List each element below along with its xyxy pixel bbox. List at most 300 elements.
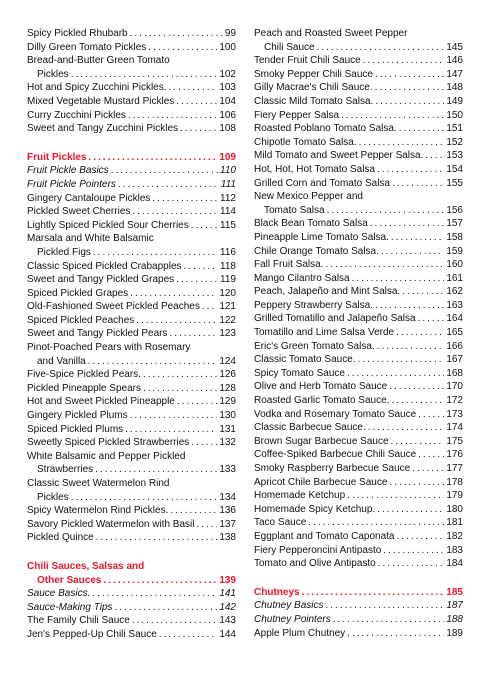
toc-entry-line [254,122,463,136]
toc-entry-line [254,489,463,503]
toc-entry-line [27,192,236,206]
section-gap [27,136,236,151]
toc-entry[interactable] [254,231,463,245]
toc-page-number: 128 [219,382,236,394]
toc-entry-title: Eggplant and Tomato Caponata [254,530,395,542]
toc-entry[interactable] [254,340,463,354]
toc-entry-line [27,477,236,491]
toc-page-number: 167 [446,354,463,366]
toc-entry-line [254,299,463,313]
toc-entry-title: Five-Spice Pickled Pears. [27,369,141,381]
toc-entry[interactable] [254,530,463,544]
toc-entry-title: Mango Cilantro Salsa [254,272,350,284]
toc-entry-line [254,163,463,177]
toc-entry[interactable] [27,41,236,55]
toc-entry[interactable] [27,260,236,274]
toc-entry-title: Apple Plum Chutney [254,627,346,639]
toc-entry-title: Taco Sauce [254,517,307,529]
toc-page-number: 153 [446,150,463,162]
toc-entry-line [27,300,236,314]
toc-entry-title: Apricot Chile Barbecue Sauce [254,476,388,488]
toc-entry-title: Grilled Corn and Tomato Salsa [254,177,390,189]
toc-entry[interactable] [27,477,236,504]
leader-dots [196,518,217,532]
toc-entry-title: Tender Fruit Chili Sauce [254,55,361,67]
toc-entry-line [27,109,236,123]
toc-entry[interactable] [27,628,236,642]
toc-entry[interactable] [27,395,236,409]
toc-page-number: 109 [219,151,236,163]
toc-entry[interactable] [27,382,236,396]
toc-entry-line [27,491,236,505]
toc-entry[interactable] [254,136,463,150]
toc-entry-line [27,68,236,82]
leader-dots [341,109,444,123]
leader-dots [418,408,444,422]
toc-section-heading[interactable] [254,586,463,600]
toc-entry[interactable] [27,300,236,314]
toc-entry-title: Sauce Basics. [27,588,91,600]
toc-entry-title: Chutneys [254,586,300,598]
toc-entry[interactable] [27,518,236,532]
toc-entry[interactable] [254,163,463,177]
toc-entry-title: Grilled Tomatillo and Jalapeño Salsa [254,313,416,325]
toc-page-number: 137 [219,518,236,530]
toc-entry[interactable] [254,489,463,503]
toc-entry[interactable] [27,192,236,206]
toc-entry[interactable] [254,272,463,286]
toc-entry-line [27,260,236,274]
toc-entry-title: Gingery Pickled Plums [27,410,128,422]
toc-entry-title: Fruit Pickles [27,151,87,163]
toc-entry-line [27,409,236,423]
toc-entry-title: Hot and Spicy Zucchini Pickles. [27,82,167,94]
toc-entry-line [27,27,236,41]
toc-page-number: 188 [446,613,463,625]
toc-entry[interactable] [27,450,236,477]
toc-entry-line [27,463,236,477]
toc-entry-line [27,518,236,532]
toc-entry-title: Savory Pickled Watermelon with Basil [27,518,195,530]
toc-entry-title: Classic Sweet Watermelon Rind [27,478,170,489]
toc-entry-title: Sweet and Tangy Pickled Grapes [27,274,175,286]
toc-entry-title: Sauce-Making Tips [27,601,113,613]
toc-entry-title: Brown Sugar Barbecue Sauce [254,435,389,447]
toc-page-number: 150 [446,109,463,121]
toc-entry[interactable] [254,54,463,68]
leader-dots [128,109,217,123]
toc-entry[interactable] [254,448,463,462]
toc-entry-line [27,273,236,287]
toc-entry[interactable] [254,421,463,435]
toc-page-number: 108 [219,123,236,135]
toc-page-number: 147 [446,68,463,80]
leader-dots [317,41,445,55]
leader-dots [88,355,218,369]
toc-entry[interactable] [27,109,236,123]
toc-entry-title: Classic Spiced Pickled Crabapples [27,260,182,272]
toc-entry-title: Dilly Green Tomato Pickles [27,41,147,53]
toc-entry-title: Spicy Watermelon Rind Pickles. [27,505,169,517]
toc-entry[interactable] [254,367,463,381]
leader-dots [143,368,217,382]
toc-entry[interactable] [27,436,236,450]
leader-dots [177,395,217,409]
toc-entry-title: Lightly Spiced Pickled Sour Cherries [27,219,189,231]
toc-entry-line [254,312,463,326]
toc-entry-title: Pickled Sweet Cherries [27,206,131,218]
toc-entry-line [27,314,236,328]
toc-entry-line [27,614,236,628]
toc-entry[interactable] [27,232,236,259]
toc-entry[interactable] [254,299,463,313]
toc-entry[interactable] [27,81,236,95]
toc-entry[interactable] [27,178,236,192]
toc-entry[interactable] [27,587,236,601]
toc-entry-line [27,41,236,55]
toc-entry-title: Chile Orange Tomato Salsa. [254,245,379,257]
toc-entry-title: Fruit Pickle Pointers [27,178,116,190]
toc-page-number: 183 [446,544,463,556]
toc-page-number: 172 [446,395,463,407]
toc-entry[interactable] [254,285,463,299]
toc-entry[interactable] [254,627,463,641]
leader-dots [71,68,218,82]
leader-dots [170,504,217,518]
toc-page-number: 155 [446,177,463,189]
toc-page-number: 161 [446,272,463,284]
toc-entry-line [254,177,463,191]
toc-entry[interactable] [27,614,236,628]
toc-entry-line [254,516,463,530]
leader-dots [325,258,444,272]
toc-entry-title: Pickles [37,68,69,80]
toc-entry[interactable] [254,27,463,54]
toc-entry-title: Chili Sauces, Salsas and [27,560,145,572]
toc-entry-line [254,557,463,571]
toc-page-number: 104 [219,95,236,107]
leader-dots [130,287,217,301]
toc-page-number: 116 [220,246,236,258]
toc-page-number: 185 [446,586,463,598]
toc-entry[interactable] [27,54,236,81]
toc-entry-line [27,341,236,355]
toc-page-number: 151 [446,123,463,135]
leader-dots [347,489,444,503]
toc-entry-title: Chili Sauce [264,41,315,53]
toc-entry-line [254,272,463,286]
toc-page-number: 103 [219,82,236,94]
toc-entry-title: White Balsamic and Pepper Pickled [27,450,186,462]
toc-entry[interactable] [254,462,463,476]
toc-page-number: 145 [446,41,463,53]
toc-page-number: 154 [446,163,463,175]
toc-page-number: 123 [219,328,236,340]
toc-entry-line [254,340,463,354]
toc-entry-line [27,246,236,260]
leader-dots [375,299,444,313]
toc-page-number: 180 [446,503,463,515]
toc-entry-line [27,219,236,233]
toc-entry[interactable] [27,409,236,423]
toc-page-number: 142 [219,601,236,613]
leader-dots [115,601,218,615]
leader-dots [402,285,444,299]
toc-entry-line [254,109,463,123]
toc-entry-line [254,190,463,204]
toc-page-number: 114 [220,206,236,218]
toc-entry[interactable] [254,217,463,231]
toc-entry-title: Sweet and Tangy Zucchini Pickles [27,123,179,135]
toc-entry-line [27,423,236,437]
toc-entry-line [254,27,463,41]
toc-page-number: 182 [446,530,463,542]
toc-entry[interactable] [254,435,463,449]
toc-page-number: 156 [446,204,463,216]
toc-entry-line [27,122,236,136]
toc-entry[interactable] [254,109,463,123]
toc-page-number: 118 [220,260,236,272]
toc-page-number: 132 [219,437,236,449]
leader-dots [191,436,217,450]
toc-entry-title: Fall Fruit Salsa. [254,259,324,271]
toc-entry[interactable] [254,557,463,571]
toc-entry-title: Peppery Strawberry Salsa. [254,299,373,311]
toc-entry[interactable] [254,476,463,490]
toc-entry[interactable] [27,122,236,136]
toc-entry[interactable] [254,258,463,272]
toc-entry-title: Hot, Hot, Hot Tomato Salsa [254,163,375,175]
leader-dots [425,149,444,163]
toc-page-number: 111 [220,178,236,190]
toc-page-number: 144 [219,628,236,640]
leader-dots [389,380,444,394]
toc-entry[interactable] [254,95,463,109]
toc-entry[interactable] [27,341,236,368]
toc-page-number: 187 [446,600,463,612]
toc-entry-title: Other Sauces [37,574,102,586]
leader-dots [308,516,444,530]
toc-entry[interactable] [27,314,236,328]
toc-page-number: 177 [446,463,463,474]
toc-entry-title: Old-Fashioned Sweet Pickled Peaches [27,301,200,313]
leader-dots [396,530,444,544]
toc-entry-line [254,435,463,449]
toc-entry-title: Mild Tomato and Sweet Pepper Salsa. [254,150,424,162]
toc-entry-line [254,81,463,95]
leader-dots [358,353,445,367]
toc-entry[interactable] [254,312,463,326]
leader-dots [176,273,218,287]
toc-entry-title: Eric's Green Tomato Salsa. [254,340,375,352]
leader-dots [302,586,445,600]
toc-entry-title: Sweetly Spiced Pickled Strawberries [27,437,190,449]
toc-page-number: 143 [219,615,236,627]
toc-entry-line [254,380,463,394]
toc-entry[interactable] [27,205,236,219]
leader-dots [202,300,217,314]
toc-entry-line [27,178,236,192]
toc-page-number: 124 [219,355,236,367]
toc-entry[interactable] [27,95,236,109]
toc-entry-line [254,421,463,435]
toc-page-number: 126 [219,369,236,381]
leader-dots [347,627,444,641]
toc-section-heading[interactable] [27,151,236,165]
toc-page-number: 164 [446,313,463,325]
toc-section-heading[interactable] [27,560,236,587]
toc-entry-title: Tomatillo and Lime Salsa Verde [254,327,395,339]
toc-entry[interactable] [27,504,236,518]
toc-entry-title: Curry Zucchini Pickles [27,109,126,121]
toc-page-number: 178 [446,476,463,488]
toc-entry[interactable] [254,503,463,517]
toc-entry-line [27,450,236,464]
leader-dots [391,394,444,408]
leader-dots [136,314,217,328]
toc-entry-line [254,136,463,150]
toc-entry[interactable] [254,613,463,627]
toc-entry-title: Mixed Vegetable Mustard Pickles [27,95,175,107]
toc-entry-title: Classic Tomato Sauce. [254,354,356,366]
leader-dots [176,95,217,109]
toc-entry[interactable] [254,353,463,367]
toc-entry-title: Hot and Sweet Pickled Pineapple [27,396,175,408]
toc-entry[interactable] [254,177,463,191]
toc-page-number: 157 [446,218,463,230]
toc-entry-title: Vodka and Rosemary Tomato Sauce [254,408,417,420]
toc-page-number: 170 [446,381,463,393]
toc-page-number: 110 [220,165,236,177]
toc-page-number: 148 [446,82,463,94]
toc-page-number: 163 [446,299,463,311]
toc-entry[interactable] [254,599,463,613]
toc-entry[interactable] [254,394,463,408]
toc-entry-title: Strawberries [37,464,94,476]
leader-dots [96,531,218,545]
toc-entry-title: Gilly Macrae's Chili Sauce. [254,82,373,94]
leader-dots [152,192,218,206]
toc-entry[interactable] [254,149,463,163]
toc-entry-line [27,601,236,615]
toc-entry[interactable] [27,368,236,382]
toc-entry-title: Classic Mild Tomato Salsa. [254,95,374,107]
toc-entry-line [254,408,463,422]
toc-page-number: 168 [446,367,463,379]
leader-dots [118,178,219,192]
toc-entry[interactable] [27,601,236,615]
toc-entry-line [27,504,236,518]
leader-dots [378,557,445,571]
toc-entry-line [27,54,236,68]
toc-entry-line [254,149,463,163]
toc-entry[interactable] [254,326,463,340]
leader-dots [375,68,444,82]
leader-dots [389,476,444,490]
leader-dots [396,326,444,340]
leader-dots [95,463,217,477]
toc-entry-title: Spicy Tomato Sauce [254,367,345,379]
toc-page-number: 134 [219,491,236,503]
toc-entry[interactable] [27,27,236,41]
leader-dots [130,27,223,41]
leader-dots [180,122,217,136]
toc-entry[interactable] [254,122,463,136]
toc-entry-line [254,530,463,544]
toc-entry-title: New Mexico Pepper and [254,191,363,203]
toc-entry-line [254,68,463,82]
toc-entry-title: Gingery Cantaloupe Pickles [27,192,151,204]
toc-page-number: 100 [219,41,236,53]
toc-entry[interactable] [27,423,236,437]
toc-entry[interactable] [254,380,463,394]
toc-entry[interactable] [27,273,236,287]
toc-entry[interactable] [27,219,236,233]
toc-page-number: 119 [220,274,236,286]
toc-entry-line [254,367,463,381]
leader-dots [391,435,445,449]
toc-entry-line [254,204,463,218]
toc-entry-line [27,531,236,545]
toc-left-column [27,27,236,642]
leader-dots [368,421,445,435]
toc-entry-line [27,368,236,382]
toc-page-number: 165 [446,327,463,339]
toc-entry[interactable] [27,164,236,178]
leader-dots [92,587,217,601]
leader-dots [347,367,444,381]
toc-entry-line [27,436,236,450]
toc-entry-line [27,587,236,601]
toc-entry[interactable] [254,68,463,82]
toc-entry[interactable] [27,531,236,545]
leader-dots [143,382,217,396]
leader-dots [132,614,218,628]
leader-dots [377,163,444,177]
toc-entry-title: Spiced Pickled Plums [27,423,124,435]
toc-entry-title: Pinot-Poached Pears with Rosemary [27,342,191,354]
toc-page-number: 175 [446,435,463,447]
toc-entry-line [254,54,463,68]
toc-entry[interactable] [254,190,463,217]
toc-page-number: 160 [446,259,463,271]
toc-page-number: 139 [219,574,236,586]
leader-dots [418,312,445,326]
toc-entry-line [254,462,463,476]
section-gap [27,545,236,560]
toc-page-number: 133 [219,464,236,476]
toc-entry-title: Pickled Pineapple Spears [27,382,141,394]
toc-page-number: 99 [224,28,236,39]
toc-entry-line [254,544,463,558]
toc-entry[interactable] [254,81,463,95]
toc-entry[interactable] [254,408,463,422]
toc-entry-title: Chutney Basics [254,600,324,612]
toc-entry[interactable] [254,544,463,558]
toc-page-number: 173 [446,408,463,420]
leader-dots [325,599,444,613]
leader-dots [377,503,444,517]
toc-entry[interactable] [254,516,463,530]
leader-dots [375,81,445,95]
toc-entry-line [27,164,236,178]
toc-entry[interactable] [27,287,236,301]
toc-entry-title: Homemade Spicy Ketchup. [254,503,376,515]
toc-entry[interactable] [27,327,236,341]
toc-entry-line [27,628,236,642]
toc-entry[interactable] [254,245,463,259]
section-gap [254,571,463,586]
